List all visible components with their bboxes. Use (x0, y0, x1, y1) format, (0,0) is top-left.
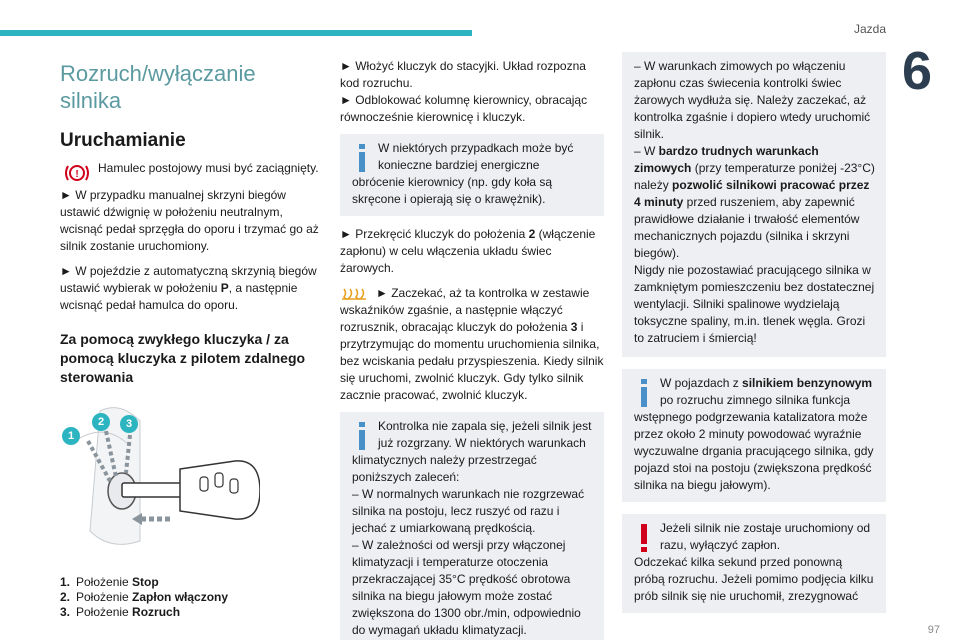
info-box-warm-engine: Kontrolka nie zapala się, jeżeli silnik jest już rozgrzany. W niektórych warunkach klimatycznych należy przestrzegać poniższych zaleceń: – W normalnych warunkach nie rozgrzewać silnika na postoju, lecz ruszyć od razu i jechać z umiarkowaną prędkością. – W zależności od wersji przy włączonej klimatyzacji i temperaturze otoczenia przekraczającej 35°C prędkość obrotowa silnika na biegu jałowym może zostać zwiększona do 1300 obr./min, odpowiednio do wymagań układu klimatyzacji. (340, 412, 604, 640)
position-badge-3: 3 (120, 415, 138, 433)
info-icon (352, 420, 372, 452)
legend-item: 2. Położenie Zapłon włączony (60, 590, 229, 604)
section-title: Rozruch/wyłączanie silnika (60, 61, 256, 113)
legend-item: 3. Położenie Rozruch (60, 605, 181, 619)
info-icon (352, 142, 372, 174)
legend-item: 1. Położenie Stop (60, 575, 159, 589)
section-name: Jazda (853, 22, 886, 36)
warning-icon (634, 522, 654, 554)
unlock-steering-step: ► Odblokować kolumnę kierownicy, obracając równocześnie kierownicę i kluczyk. (340, 93, 588, 124)
insert-key-step: ► Włożyć kluczyk do stacyjki. Układ rozpozna kod rozruchu. (340, 59, 586, 90)
column-3 (622, 52, 886, 623)
page-number: 97 (927, 624, 940, 636)
parking-brake-icon (62, 162, 92, 184)
info-icon (634, 377, 654, 409)
glow-plug-step: ► Zaczekać, aż ta kontrolka w zestawie wskaźników zgaśnie, a następnie włączyć rozrusznik, obracając kluczyk do położenia 3 i przytrzymując do momentu uruchomienia silnika, bez wciskania pedału przyspieszenia. Kiedy silnik się uruchomi, zwolnić kluczyk. Gdy tylko silnik zacznie pracować, zwolnić kluczyk. (340, 286, 604, 402)
winter-conditions-box: – W warunkach zimowych po włączeniu zapłonu czas świecenia kontrolki świec żarowych wydłuża się. Należy zaczekać, aż kontrolka zgaśnie i dopiero wtedy uruchomić silnik. – W bardzo trudnych warunkach zimowych (przy temperaturze poniżej -23°C) należy pozwolić silnikowi pracować przez 4 minuty przed ruszeniem, aby zapewnić prawidłowe działanie i trwałość elementów mechanicznych pojazdu (silnika i skrzyni biegów). Nigdy nie pozostawiać pracującego silnika w zamkniętym pomieszczeniu bez dostatecznej wentylacji. Silniki spalinowe wydzielają toksyczne spaliny, m.in. tlenek węgla. Grozi to zatruciem i śmiercią! (622, 52, 886, 357)
column-2 (340, 58, 604, 640)
glow-plug-icon (340, 287, 370, 301)
info-box-petrol-engine: W pojazdach z silnikiem benzynowym po rozruchu zimnego silnika funkcja wstępnego podgrzewania katalizatora może przez około 2 minuty powodować wyraźnie wyczuwalne drgania pracującego silnika, gdy pojazd stoi na postoju (zwiększona prędkość silnika na biegu jałowym). (622, 369, 886, 502)
column-1 (60, 48, 322, 620)
warning-box-no-start: Jeżeli silnik nie zostaje uruchomiony od razu, wyłączyć zapłon. Odczekać kilka sekund przed ponowną próbą rozruchu. Jeżeli pomimo podjęcia kilku prób silnik się nie uruchomił, zrezygnować (622, 514, 886, 613)
chapter-number: 6 (902, 41, 933, 101)
ignition-key-diagram (60, 401, 260, 561)
turn-to-position-2-step: ► Przekręcić kluczyk do położenia 2 (włączenie zapłonu) w celu włączenia układu świec żarowych. (340, 227, 596, 275)
svg-text:!: ! (75, 169, 79, 180)
position-badge-2: 2 (92, 413, 110, 431)
key-section-heading: Za pomocą zwykłego kluczyka / za pomocą kluczyka z pilotem zdalnego sterowania (60, 331, 306, 385)
automatic-gearbox-step: ► W pojeździe z automatyczną skrzynią biegów ustawić wybierak w położeniu P, a następnie wcisnąć pedał hamulca do oporu. (60, 264, 317, 312)
ignition-illustration (60, 401, 260, 561)
position-badge-1: 1 (62, 427, 80, 445)
subtitle: Uruchamianie (60, 130, 186, 151)
key-positions-legend (60, 575, 322, 620)
header-accent-bar (0, 30, 472, 36)
info-box-steering: W niektórych przypadkach może być konieczne bardziej energiczne obrócenie kierownicy (np. gdy koła są skręcone i opierają się o krawężnik). (340, 134, 604, 216)
parking-brake-warning: ! Hamulec postojowy musi być zaciągnięty. (60, 160, 322, 177)
manual-gearbox-step: ► W przypadku manualnej skrzyni biegów ustawić dźwignię w położeniu neutralnym, wcisnąć pedał sprzęgła do oporu i trzymać go aż silnik zostanie uruchomiony. (60, 188, 319, 253)
